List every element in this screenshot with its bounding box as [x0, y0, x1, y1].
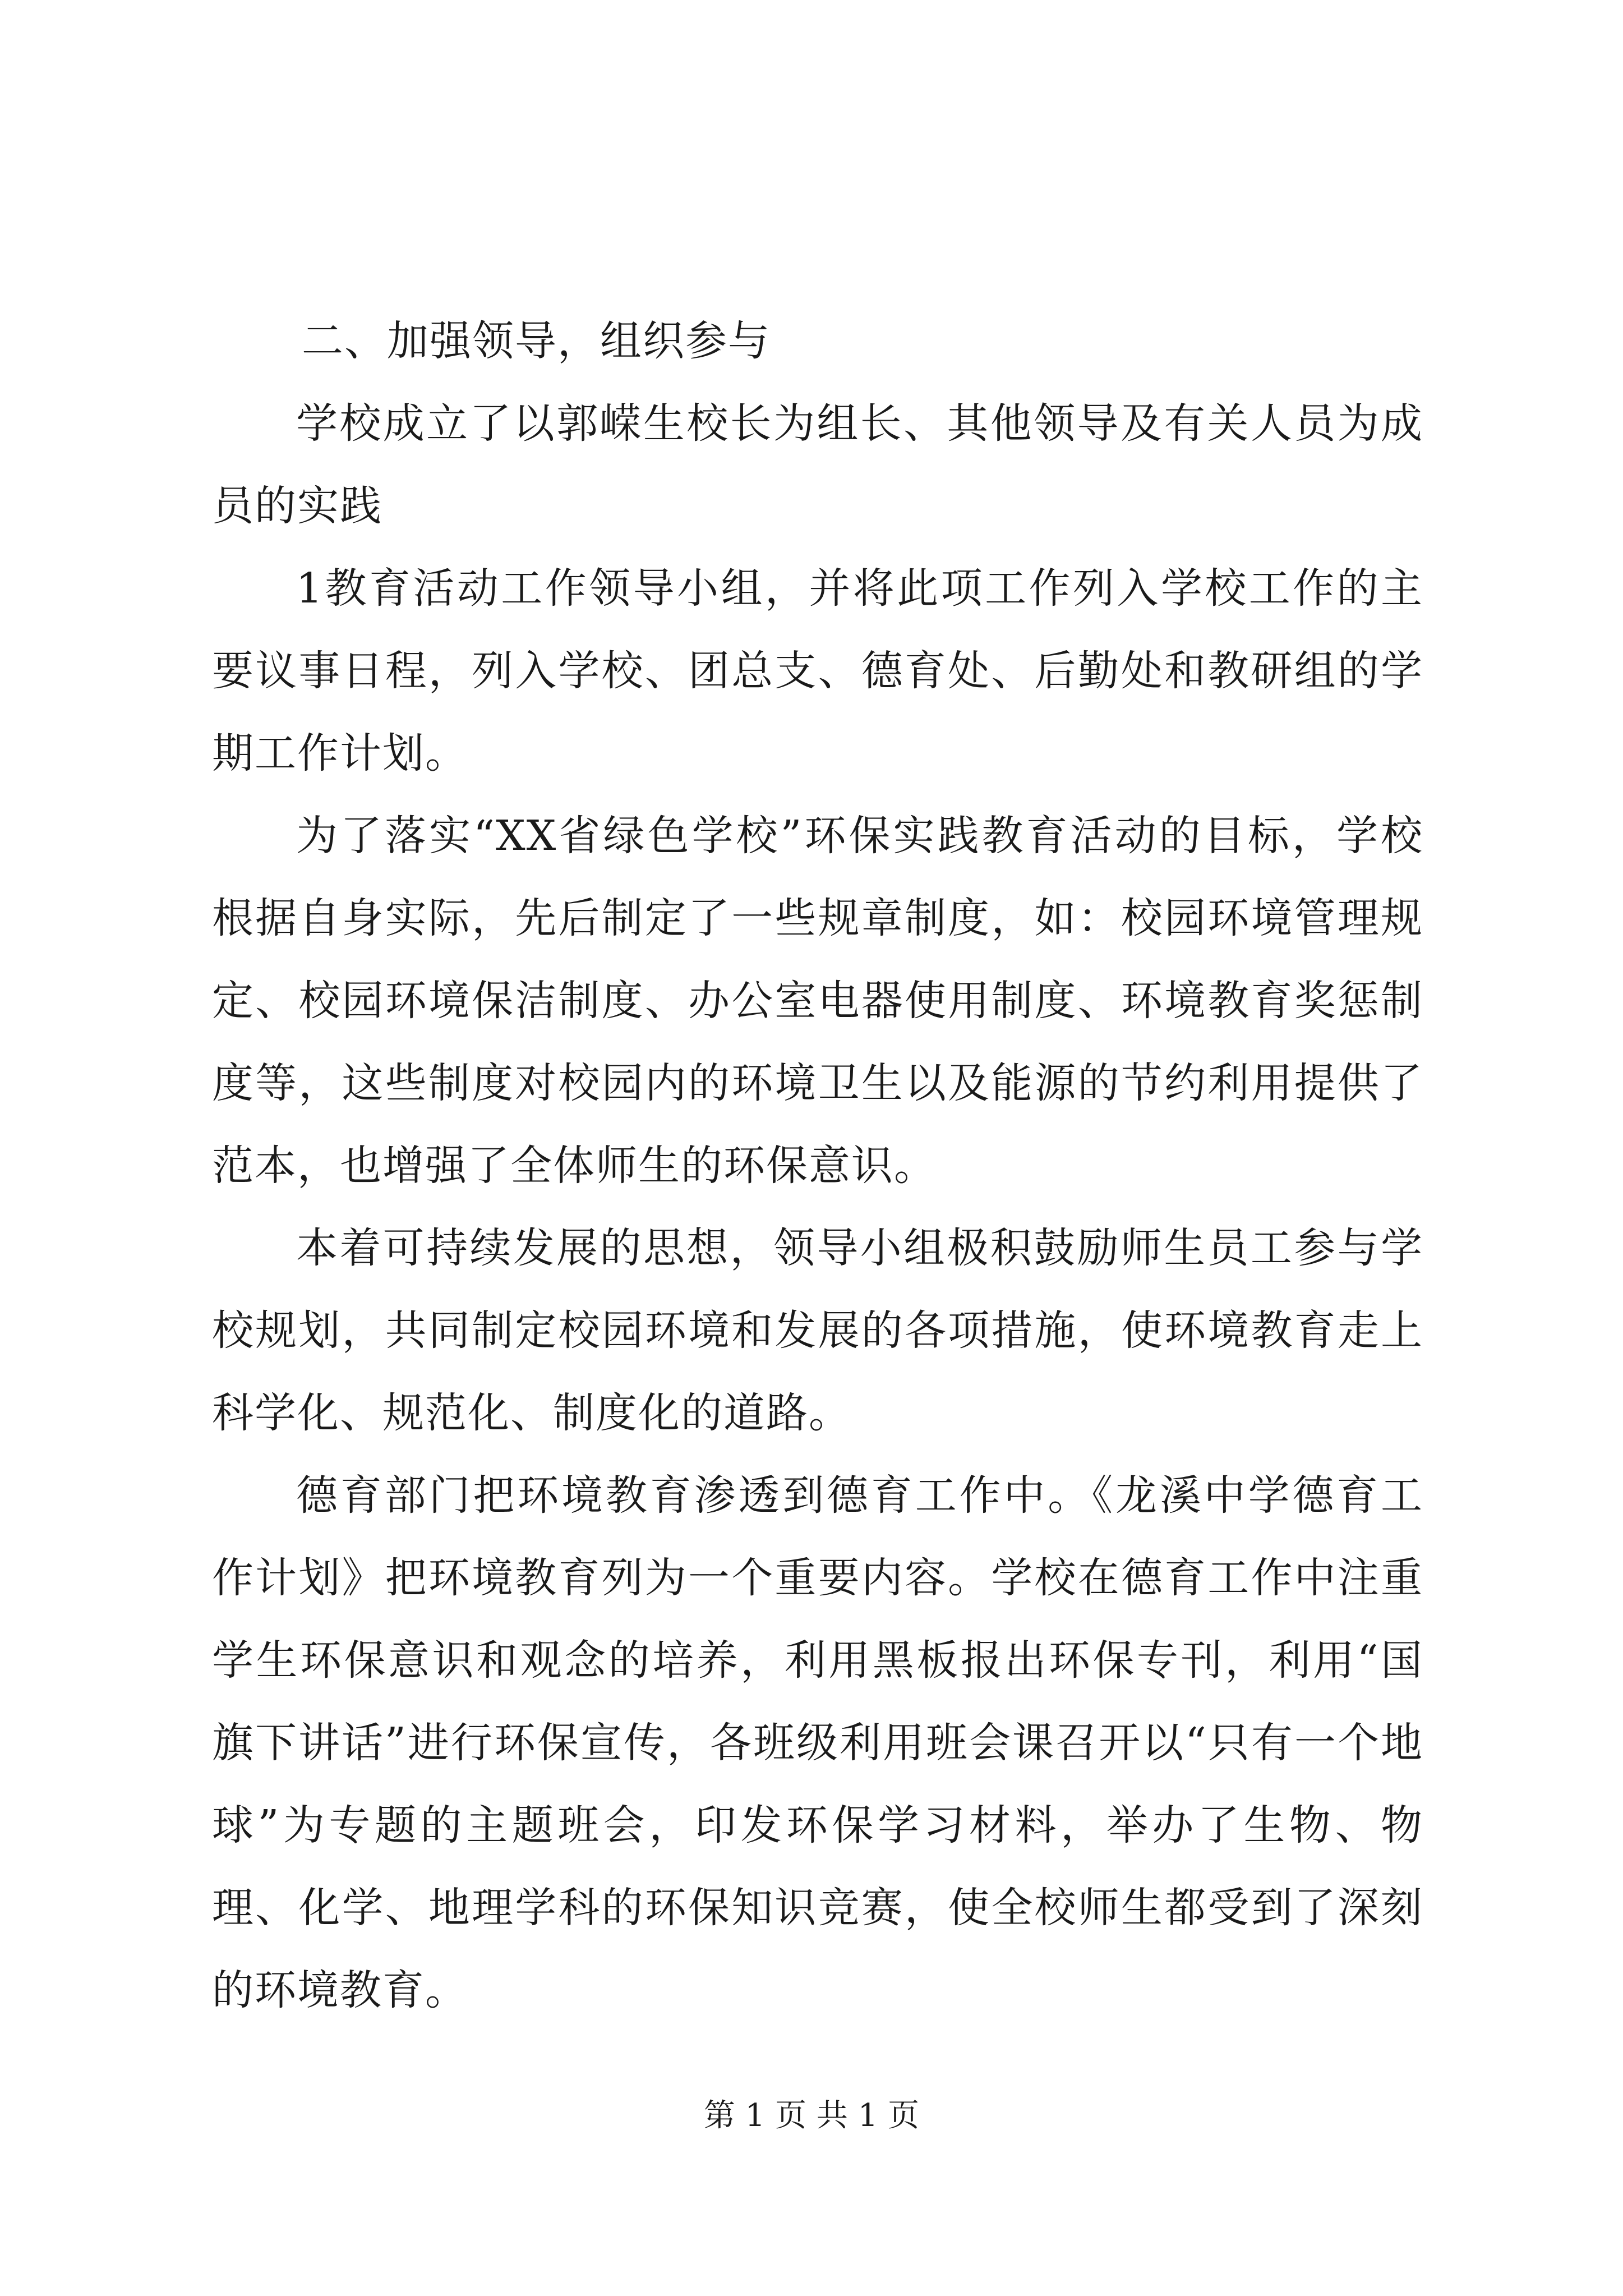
page-number-footer: 第 1 页 共 1 页 — [703, 2097, 920, 2134]
paragraph-leadership-group: 学校成立了以郭嵘生校长为组长、其他领导及有关人员为成员的实践 — [212, 399, 1423, 530]
document-body — [212, 300, 1423, 2032]
section-heading: 二、加强领导，组织参与 — [302, 317, 771, 365]
paragraph-moral-education: 德育部门把环境教育渗透到德育工作中。《龙溪中学德育工作计划》把环境教育列为一个重要内容。学校在德育工作中注重学生环保意识和观念的培养，利用黑板报出环保专刊，利用“国旗下讲话”进行环保宣传，各班级利用班会课召开以“只有一个地球”为专题的主题班会，印发环保学习材料，举办了生物、物理、化学、地理学科的环保知识竞赛，使全校师生都受到了深刻的环境教育。 — [212, 1471, 1423, 2014]
paragraph-regulations: 为了落实“XX省绿色学校”环保实践教育活动的目标，学校根据自身实际，先后制定了一些规章制度，如：校园环境管理规定、校园环境保洁制度、办公室电器使用制度、环境教育奖惩制度等，这些制度对校园内的环境卫生以及能源的节约利用提供了范本，也增强了全体师生的环保意识。 — [212, 812, 1423, 1190]
paragraph-sustainable-development: 本着可持续发展的思想，领导小组极积鼓励师生员工参与学校规划，共同制定校园环境和发展的各项措施，使环境教育走上科学化、规范化、制度化的道路。 — [212, 1224, 1423, 1437]
paragraph-work-plan: 1教育活动工作领导小组，并将此项工作列入学校工作的主要议事日程，列入学校、团总支、德育处、后勤处和教研组的学期工作计划。 — [212, 564, 1423, 777]
